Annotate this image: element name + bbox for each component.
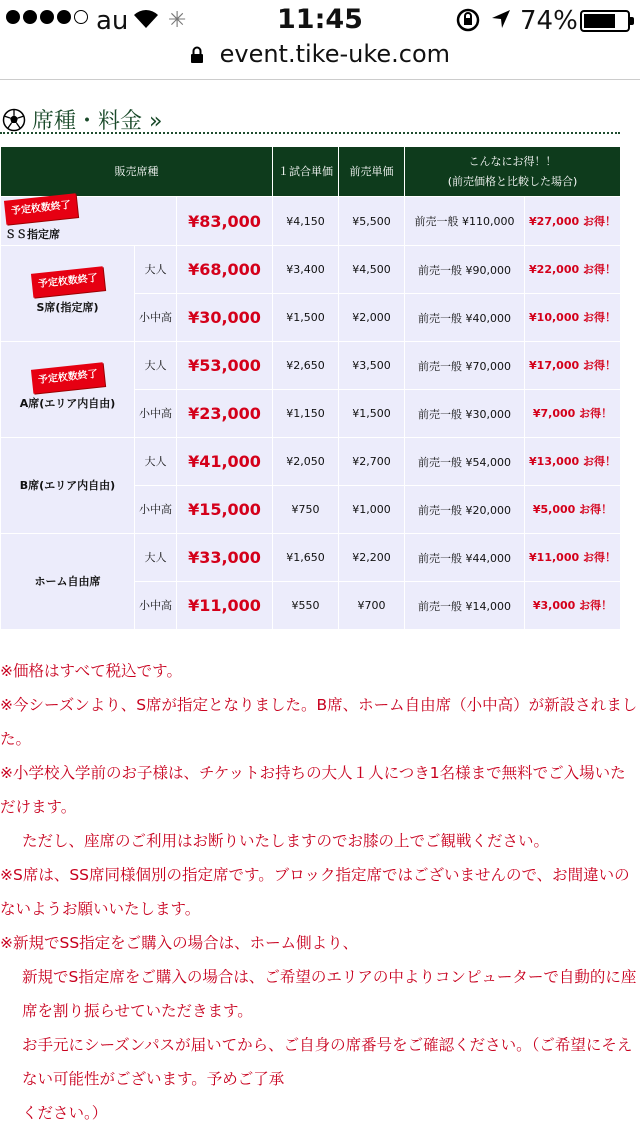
url-text: event.tike-uke.com <box>219 40 451 68</box>
compare-price-cell: 前売一般 ¥90,000 <box>405 246 525 294</box>
age-type-cell: 大人 <box>135 246 177 294</box>
presale-price-cell: ¥700 <box>339 582 405 630</box>
match-price-cell: ¥2,650 <box>273 342 339 390</box>
seat-class-cell <box>1 438 135 534</box>
table-header-row <box>1 147 621 197</box>
header-deal-line2: (前売価格と比較した場合) <box>447 174 578 188</box>
season-price-cell: ¥53,000 <box>177 342 273 390</box>
activity-spinner-icon: ✳ <box>168 8 187 33</box>
deal-amount-cell: ¥7,000 お得！ <box>525 390 621 438</box>
location-arrow-icon <box>490 8 512 34</box>
presale-price-cell: ¥2,700 <box>339 438 405 486</box>
rotation-lock-icon <box>455 8 481 36</box>
sold-out-badge: 予定枚数終了 <box>4 193 78 224</box>
note-text: ください。） <box>22 1104 108 1122</box>
battery-icon <box>580 10 630 32</box>
seat-class-cell <box>1 197 177 246</box>
presale-price-cell: ¥2,200 <box>339 534 405 582</box>
sold-out-badge: 予定枚数終了 <box>30 362 104 393</box>
season-price-cell: ¥11,000 <box>177 582 273 630</box>
age-type-cell: 小中高 <box>135 294 177 342</box>
notes-section <box>0 654 640 1130</box>
seat-class-cell <box>1 342 135 438</box>
match-price-cell: ¥4,150 <box>273 197 339 246</box>
deal-amount-cell: ¥13,000 お得！ <box>525 438 621 486</box>
header-presale-price: 前売単価 <box>339 147 405 197</box>
note-text: ※新規でSS指定をご購入の場合は、ホーム側より、 <box>0 934 359 952</box>
compare-price-cell: 前売一般 ¥54,000 <box>405 438 525 486</box>
presale-price-cell: ¥2,000 <box>339 294 405 342</box>
header-seat-type: 販売席種 <box>1 147 273 197</box>
age-type-cell: 大人 <box>135 342 177 390</box>
deal-amount-cell: ¥11,000 お得！ <box>525 534 621 582</box>
table-row <box>1 342 621 390</box>
deal-amount-cell: ¥22,000 お得！ <box>525 246 621 294</box>
season-price-cell: ¥68,000 <box>177 246 273 294</box>
compare-price-cell: 前売一般 ¥20,000 <box>405 486 525 534</box>
compare-price-cell: 前売一般 ¥110,000 <box>405 197 525 246</box>
presale-price-cell: ¥3,500 <box>339 342 405 390</box>
table-row <box>1 438 621 486</box>
match-price-cell: ¥1,650 <box>273 534 339 582</box>
age-type-cell: 小中高 <box>135 582 177 630</box>
seat-class-label: ホーム自由席 <box>34 574 101 588</box>
price-table <box>0 146 621 630</box>
header-deal-line1: こんなにお得！！ <box>468 154 557 168</box>
seat-class-cell <box>1 246 135 342</box>
seat-class-label: ＳＳ指定席 <box>5 228 60 241</box>
compare-price-cell: 前売一般 ¥30,000 <box>405 390 525 438</box>
age-type-cell: 大人 <box>135 438 177 486</box>
presale-price-cell: ¥1,500 <box>339 390 405 438</box>
table-row <box>1 246 621 294</box>
note-text: 新規でS指定席をご購入の場合は、ご希望のエリアの中よりコンピューターで自動的に座席を割り振らせていただきます。 <box>22 968 637 1020</box>
table-row <box>1 197 621 246</box>
compare-price-cell: 前売一般 ¥40,000 <box>405 294 525 342</box>
seat-class-cell <box>1 534 135 630</box>
padlock-icon <box>190 42 204 70</box>
header-deal <box>405 147 621 197</box>
deal-amount-cell: ¥3,000 お得！ <box>525 582 621 630</box>
presale-price-cell: ¥1,000 <box>339 486 405 534</box>
match-price-cell: ¥1,150 <box>273 390 339 438</box>
deal-amount-cell: ¥27,000 お得！ <box>525 197 621 246</box>
deal-amount-cell: ¥17,000 お得！ <box>525 342 621 390</box>
season-price-cell: ¥30,000 <box>177 294 273 342</box>
sold-out-badge: 予定枚数終了 <box>30 266 104 297</box>
note-text: ※小学校入学前のお子様は、チケットお持ちの大人１人につき1名様まで無料でご入場いただけます。 <box>0 764 626 816</box>
match-price-cell: ¥3,400 <box>273 246 339 294</box>
soccer-ball-icon <box>2 108 26 136</box>
note-text: ただし、座席のご利用はお断りいたしますのでお膝の上でご観戦ください。 <box>22 832 550 850</box>
seat-class-label: B席(エリア内自由) <box>19 478 116 492</box>
compare-price-cell: 前売一般 ¥70,000 <box>405 342 525 390</box>
presale-price-cell: ¥5,500 <box>339 197 405 246</box>
match-price-cell: ¥750 <box>273 486 339 534</box>
presale-price-cell: ¥4,500 <box>339 246 405 294</box>
season-price-cell: ¥23,000 <box>177 390 273 438</box>
battery-percentage: 74% <box>520 6 578 36</box>
section-heading <box>0 104 620 134</box>
seat-class-label: A席(エリア内自由) <box>19 396 116 410</box>
status-bar <box>0 0 640 40</box>
season-price-cell: ¥33,000 <box>177 534 273 582</box>
match-price-cell: ¥2,050 <box>273 438 339 486</box>
table-body <box>1 197 621 630</box>
age-type-cell: 小中高 <box>135 486 177 534</box>
note-text: ※価格はすべて税込です。 <box>0 662 182 680</box>
season-price-cell: ¥15,000 <box>177 486 273 534</box>
match-price-cell: ¥550 <box>273 582 339 630</box>
note-text: お手元にシーズンパスが届いてから、ご自身の席番号をご確認ください。（ご希望にそえない可能性がございます。予めご了承 <box>22 1036 633 1088</box>
age-type-cell: 小中高 <box>135 390 177 438</box>
address-bar[interactable] <box>0 40 640 80</box>
note-text: ※S席は、SS席同様個別の指定席です。ブロック指定席ではございませんので、お間違いのないようお願いいたします。 <box>0 866 630 918</box>
clock: 11:45 <box>277 4 363 35</box>
compare-price-cell: 前売一般 ¥44,000 <box>405 534 525 582</box>
compare-price-cell: 前売一般 ¥14,000 <box>405 582 525 630</box>
carrier-label: au <box>96 6 129 36</box>
header-match-price: １試合単価 <box>273 147 339 197</box>
seat-class-label: S席(指定席) <box>36 300 99 314</box>
season-price-cell: ¥41,000 <box>177 438 273 486</box>
deal-amount-cell: ¥10,000 お得！ <box>525 294 621 342</box>
note-text: ※今シーズンより、S席が指定となりました。B席、ホーム自由席（小中高）が新設されました。 <box>0 696 638 748</box>
deal-amount-cell: ¥5,000 お得！ <box>525 486 621 534</box>
age-type-cell: 大人 <box>135 534 177 582</box>
match-price-cell: ¥1,500 <box>273 294 339 342</box>
section-title: 席種・料金 » <box>32 109 163 134</box>
table-row <box>1 534 621 582</box>
season-price-cell: ¥83,000 <box>177 197 273 246</box>
